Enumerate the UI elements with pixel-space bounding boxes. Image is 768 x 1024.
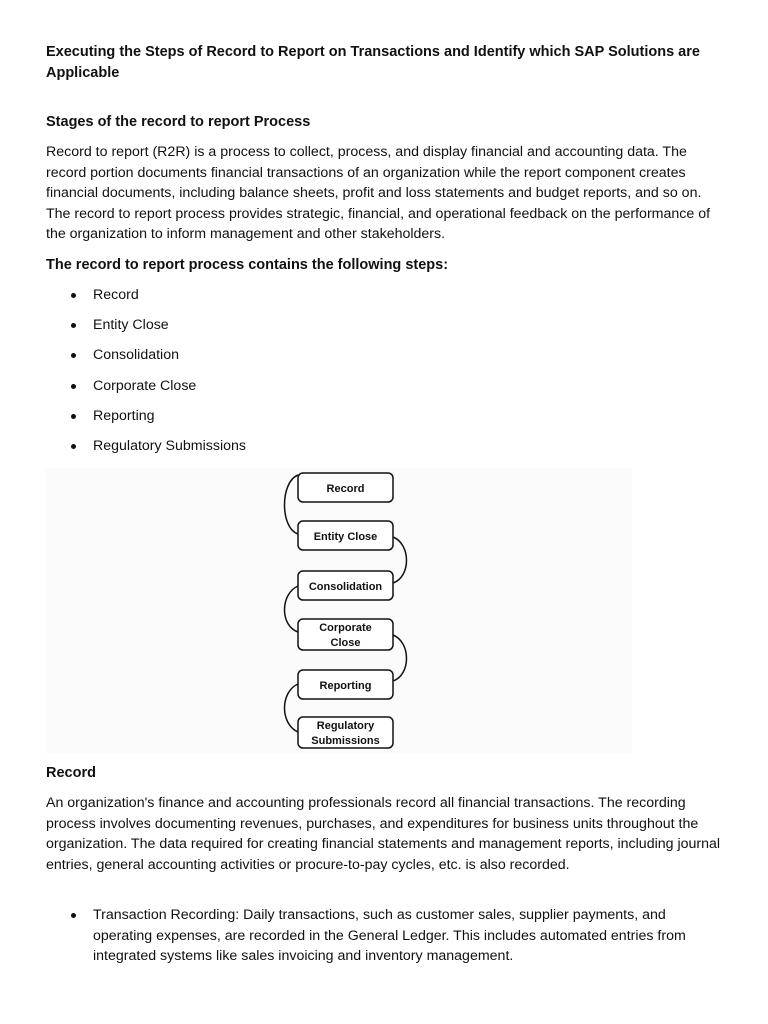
- list-item: Consolidation: [46, 345, 646, 375]
- node-label: Corporate: [319, 622, 372, 634]
- list-item: Record: [46, 285, 646, 315]
- connector-record-entity: [285, 475, 299, 534]
- node-label: Record: [326, 483, 365, 495]
- steps-list: [46, 285, 646, 466]
- node-label: Regulatory: [316, 720, 375, 732]
- intro-paragraph: Record to report (R2R) is a process to collect, process, and display financial and accounting data. The record portion documents financial transactions of an organization while the report component creates financial documents, including balance sheets, profit and loss statements and budget reports, and so on. The record to report process provides strategic, financial, and operational feedback on the performance of the organization to inform management and other stakeholders.: [46, 144, 711, 243]
- section-heading: Stages of the record to report Process: [46, 114, 311, 130]
- connector-entity-consolidation: [393, 537, 407, 583]
- node-label: Entity Close: [313, 531, 378, 543]
- steps-heading: The record to report process contains the following steps:: [46, 257, 449, 273]
- list-item: Entity Close: [46, 315, 646, 345]
- node-label: Submissions: [311, 735, 380, 747]
- node-label: Close: [330, 637, 361, 649]
- node-label: Consolidation: [308, 581, 383, 593]
- list-item: Corporate Close: [46, 376, 646, 406]
- connector-reporting-regulatory: [285, 684, 299, 732]
- list-item: Regulatory Submissions: [46, 436, 646, 466]
- list-item: Reporting: [46, 406, 646, 436]
- record-paragraph: An organization's finance and accounting professionals record all financial transactions. The recording process involves documenting revenues, purchases, and expenditures for business units throughout the organization. The data required for creating financial statements and management reports, including journal entries, general accounting activities or procure-to-pay cycles, etc. is also recorded.: [46, 795, 721, 873]
- connector-consolidation-corporate: [285, 586, 299, 632]
- list-item: Transaction Recording: Daily transactions, such as customer sales, supplier payments, and operating expenses, are recorded in the General Ledger. This includes automated entries from integrated systems like sales invoicing and inventory management.: [46, 905, 726, 967]
- process-flow-diagram: [46, 468, 632, 754]
- node-label: Reporting: [319, 680, 372, 692]
- record-bullet-list: [46, 905, 726, 967]
- connector-corporate-reporting: [393, 635, 407, 681]
- process-flow-svg: [46, 468, 632, 754]
- record-heading: Record: [46, 765, 96, 781]
- document-title: Executing the Steps of Record to Report on Transactions and Identify which SAP Solutions are Applicable: [46, 44, 700, 81]
